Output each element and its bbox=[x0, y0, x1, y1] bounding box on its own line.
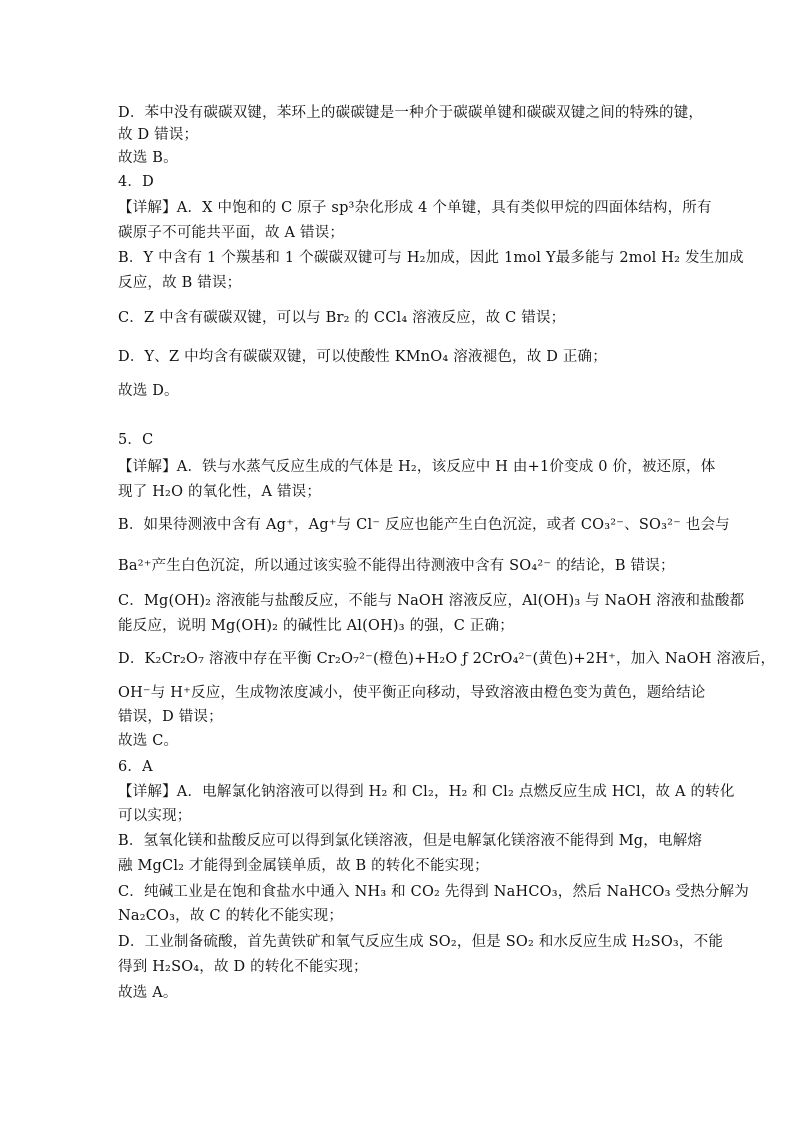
q4-option-c: C．Z 中含有碳碳双键，可以与 Br₂ 的 CCl₄ 溶液反应，故 C 错误； bbox=[118, 310, 566, 326]
q4-option-d: D．Y、Z 中均含有碳碳双键，可以使酸性 KMnO₄ 溶液褪色，故 D 正确； bbox=[118, 349, 607, 365]
q5-answer-number: 5．C bbox=[118, 432, 154, 448]
q4-answer-number: 4．D bbox=[118, 174, 154, 190]
q6-answer-number: 6．A bbox=[118, 759, 153, 775]
q5-option-d-line3: 错误，D 错误； bbox=[118, 709, 223, 725]
q6-option-b-line2: 融 MgCl₂ 才能得到金属镁单质，故 B 的转化不能实现； bbox=[118, 858, 489, 874]
q6-option-a-line2: 可以实现； bbox=[118, 808, 192, 824]
q6-option-c-line1: C．纯碱工业是在饱和食盐水中通入 NH₃ 和 CO₂ 先得到 NaHCO₃，然后 NaHCO₃ 受热分解为 bbox=[118, 884, 749, 900]
q5-option-b-line1: B．如果待测液中含有 Ag⁺，Ag⁺与 Cl⁻ 反应也能产生白色沉淀，或者 CO₃²⁻、SO₃²⁻ 也会与 bbox=[118, 517, 730, 533]
q6-option-d-line1: D．工业制备硫酸，首先黄铁矿和氧气反应生成 SO₂，但是 SO₂ 和水反应生成 H₂SO₃，不能 bbox=[118, 934, 724, 950]
q6-option-a-line1: 【详解】A．电解氯化钠溶液可以得到 H₂ 和 Cl₂，H₂ 和 Cl₂ 点燃反应生成 HCl，故 A 的转化 bbox=[118, 784, 735, 800]
q5-option-d-line1: D．K₂Cr₂O₇ 溶液中存在平衡 Cr₂O₇²⁻(橙色)+H₂O ƒ 2CrO₄²⁻(黄色)+2H⁺，加入 NaOH 溶液后， bbox=[118, 651, 776, 667]
q5-selection: 故选 C。 bbox=[118, 733, 179, 749]
q6-option-d-line2: 得到 H₂SO₄，故 D 的转化不能实现； bbox=[118, 959, 368, 975]
q5-option-b-line2: Ba²⁺产生白色沉淀，所以通过该实验不能得出待测液中含有 SO₄²⁻ 的结论，B 错误； bbox=[118, 558, 675, 574]
q4-option-b-line1: B．Y 中含有 1 个羰基和 1 个碳碳双键可与 H₂加成，因此 1mol Y最多能与 2mol H₂ 发生加成 bbox=[118, 250, 744, 266]
q3-option-d-line2: 故 D 错误； bbox=[118, 127, 199, 143]
q5-option-c-line2: 能反应，说明 Mg(OH)₂ 的碱性比 Al(OH)₃ 的强，C 正确； bbox=[118, 618, 514, 634]
q4-option-a-line2: 碳原子不可能共平面，故 A 错误； bbox=[118, 225, 345, 241]
q5-option-a-line1: 【详解】A．铁与水蒸气反应生成的气体是 H₂，该反应中 H 由+1价变成 0 价，被还原，体 bbox=[118, 459, 716, 475]
q5-option-d-line2: OH⁻与 H⁺反应，生成物浓度减小，使平衡正向移动，导致溶液由橙色变为黄色，题给结论 bbox=[118, 685, 706, 701]
q4-option-a-line1: 【详解】A．X 中饱和的 C 原子 sp³杂化形成 4 个单键，具有类似甲烷的四面体结构，所有 bbox=[118, 200, 712, 216]
q6-option-c-line2: Na₂CO₃，故 C 的转化不能实现； bbox=[118, 908, 344, 924]
q4-selection: 故选 D。 bbox=[118, 383, 179, 399]
q6-selection: 故选 A。 bbox=[118, 985, 178, 1001]
q3-selection: 故选 B。 bbox=[118, 150, 178, 166]
q6-option-b-line1: B．氢氧化镁和盐酸反应可以得到氯化镁溶液，但是电解氯化镁溶液不能得到 Mg，电解熔 bbox=[118, 833, 703, 849]
q5-option-c-line1: C．Mg(OH)₂ 溶液能与盐酸反应，不能与 NaOH 溶液反应，Al(OH)₃ 与 NaOH 溶液和盐酸都 bbox=[118, 593, 745, 609]
q4-option-b-line2: 反应，故 B 错误； bbox=[118, 275, 242, 291]
q5-option-a-line2: 现了 H₂O 的氧化性，A 错误； bbox=[118, 484, 322, 500]
q3-option-d-line1: D．苯中没有碳碳双键，苯环上的碳碳键是一种介于碳碳单键和碳碳双键之间的特殊的键， bbox=[118, 105, 704, 121]
